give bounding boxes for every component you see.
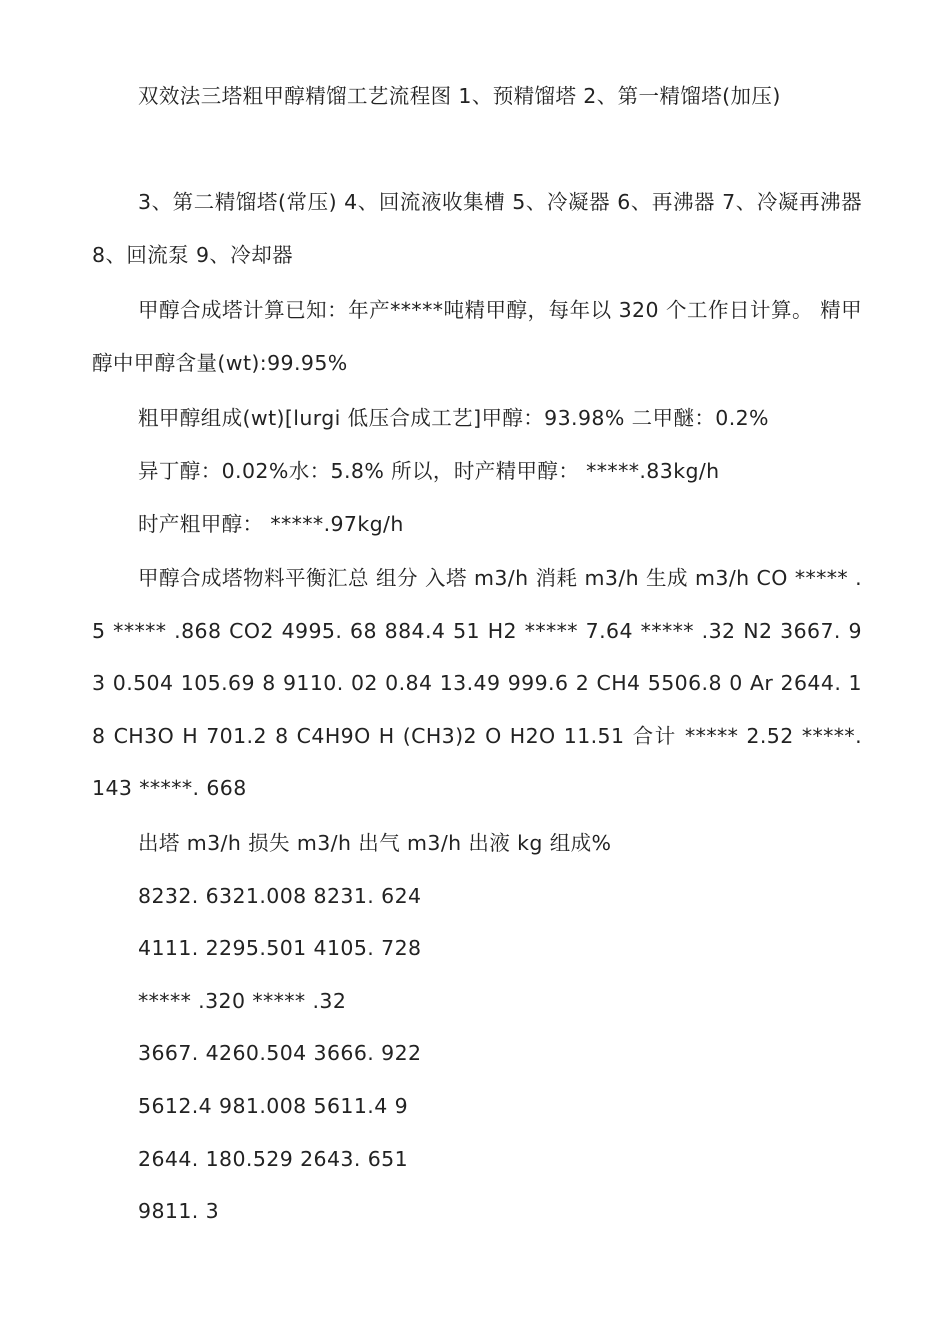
paragraph-data-row-1: 8232. 6321.008 8231. 624	[138, 884, 422, 908]
paragraph-material-balance-summary: 甲醇合成塔物料平衡汇总 组分 入塔 m3/h 消耗 m3/h 生成 m3/h CO ***** .5 ***** .868 CO2 4995. 68 884.4 51 H2 ***** 7.64 ***** .32 N2 3667. 93 0.504 105.69 8 9110. 02 0.84 13.49 999.6 2 CH4 5506.8 0 Ar 2644. 18 CH3O H 701.2 8 C4H9O H (CH3)2 O H2O 11.51 合计 ***** 2.52 *****. 143 *****. 668	[92, 566, 862, 800]
paragraph-hourly-crude-methanol: 时产粗甲醇： *****.97kg/h	[138, 512, 404, 536]
paragraph-flow-diagram-legend: 3、第二精馏塔(常压) 4、回流液收集槽 5、冷凝器 6、再沸器 7、冷凝再沸器 8、回流泵 9、冷却器	[92, 190, 862, 267]
paragraph-data-row-6: 2644. 180.529 2643. 651	[138, 1147, 409, 1171]
paragraph-data-row-7: 9811. 3	[138, 1199, 220, 1223]
paragraph-hourly-refined-methanol: 异丁醇：0.02%水：5.8% 所以，时产精甲醇： *****.83kg/h	[138, 459, 720, 483]
paragraph-data-row-4: 3667. 4260.504 3666. 922	[138, 1041, 422, 1065]
paragraph-known-conditions: 甲醇合成塔计算已知：年产*****吨精甲醇，每年以 320 个工作日计算。 精甲醇中甲醇含量(wt):99.95%	[92, 298, 862, 375]
paragraph-flow-diagram-title: 双效法三塔粗甲醇精馏工艺流程图 1、预精馏塔 2、第一精馏塔(加压)	[138, 84, 781, 108]
paragraph-crude-composition: 粗甲醇组成(wt)[lurgi 低压合成工艺]甲醇：93.98% 二甲醚：0.2%	[138, 406, 769, 430]
paragraph-outlet-headers: 出塔 m3/h 损失 m3/h 出气 m3/h 出液 kg 组成%	[138, 831, 612, 855]
paragraph-data-row-2: 4111. 2295.501 4105. 728	[138, 936, 422, 960]
paragraph-data-row-5: 5612.4 981.008 5611.4 9	[138, 1094, 409, 1118]
paragraph-data-row-3: ***** .320 ***** .32	[138, 989, 347, 1013]
